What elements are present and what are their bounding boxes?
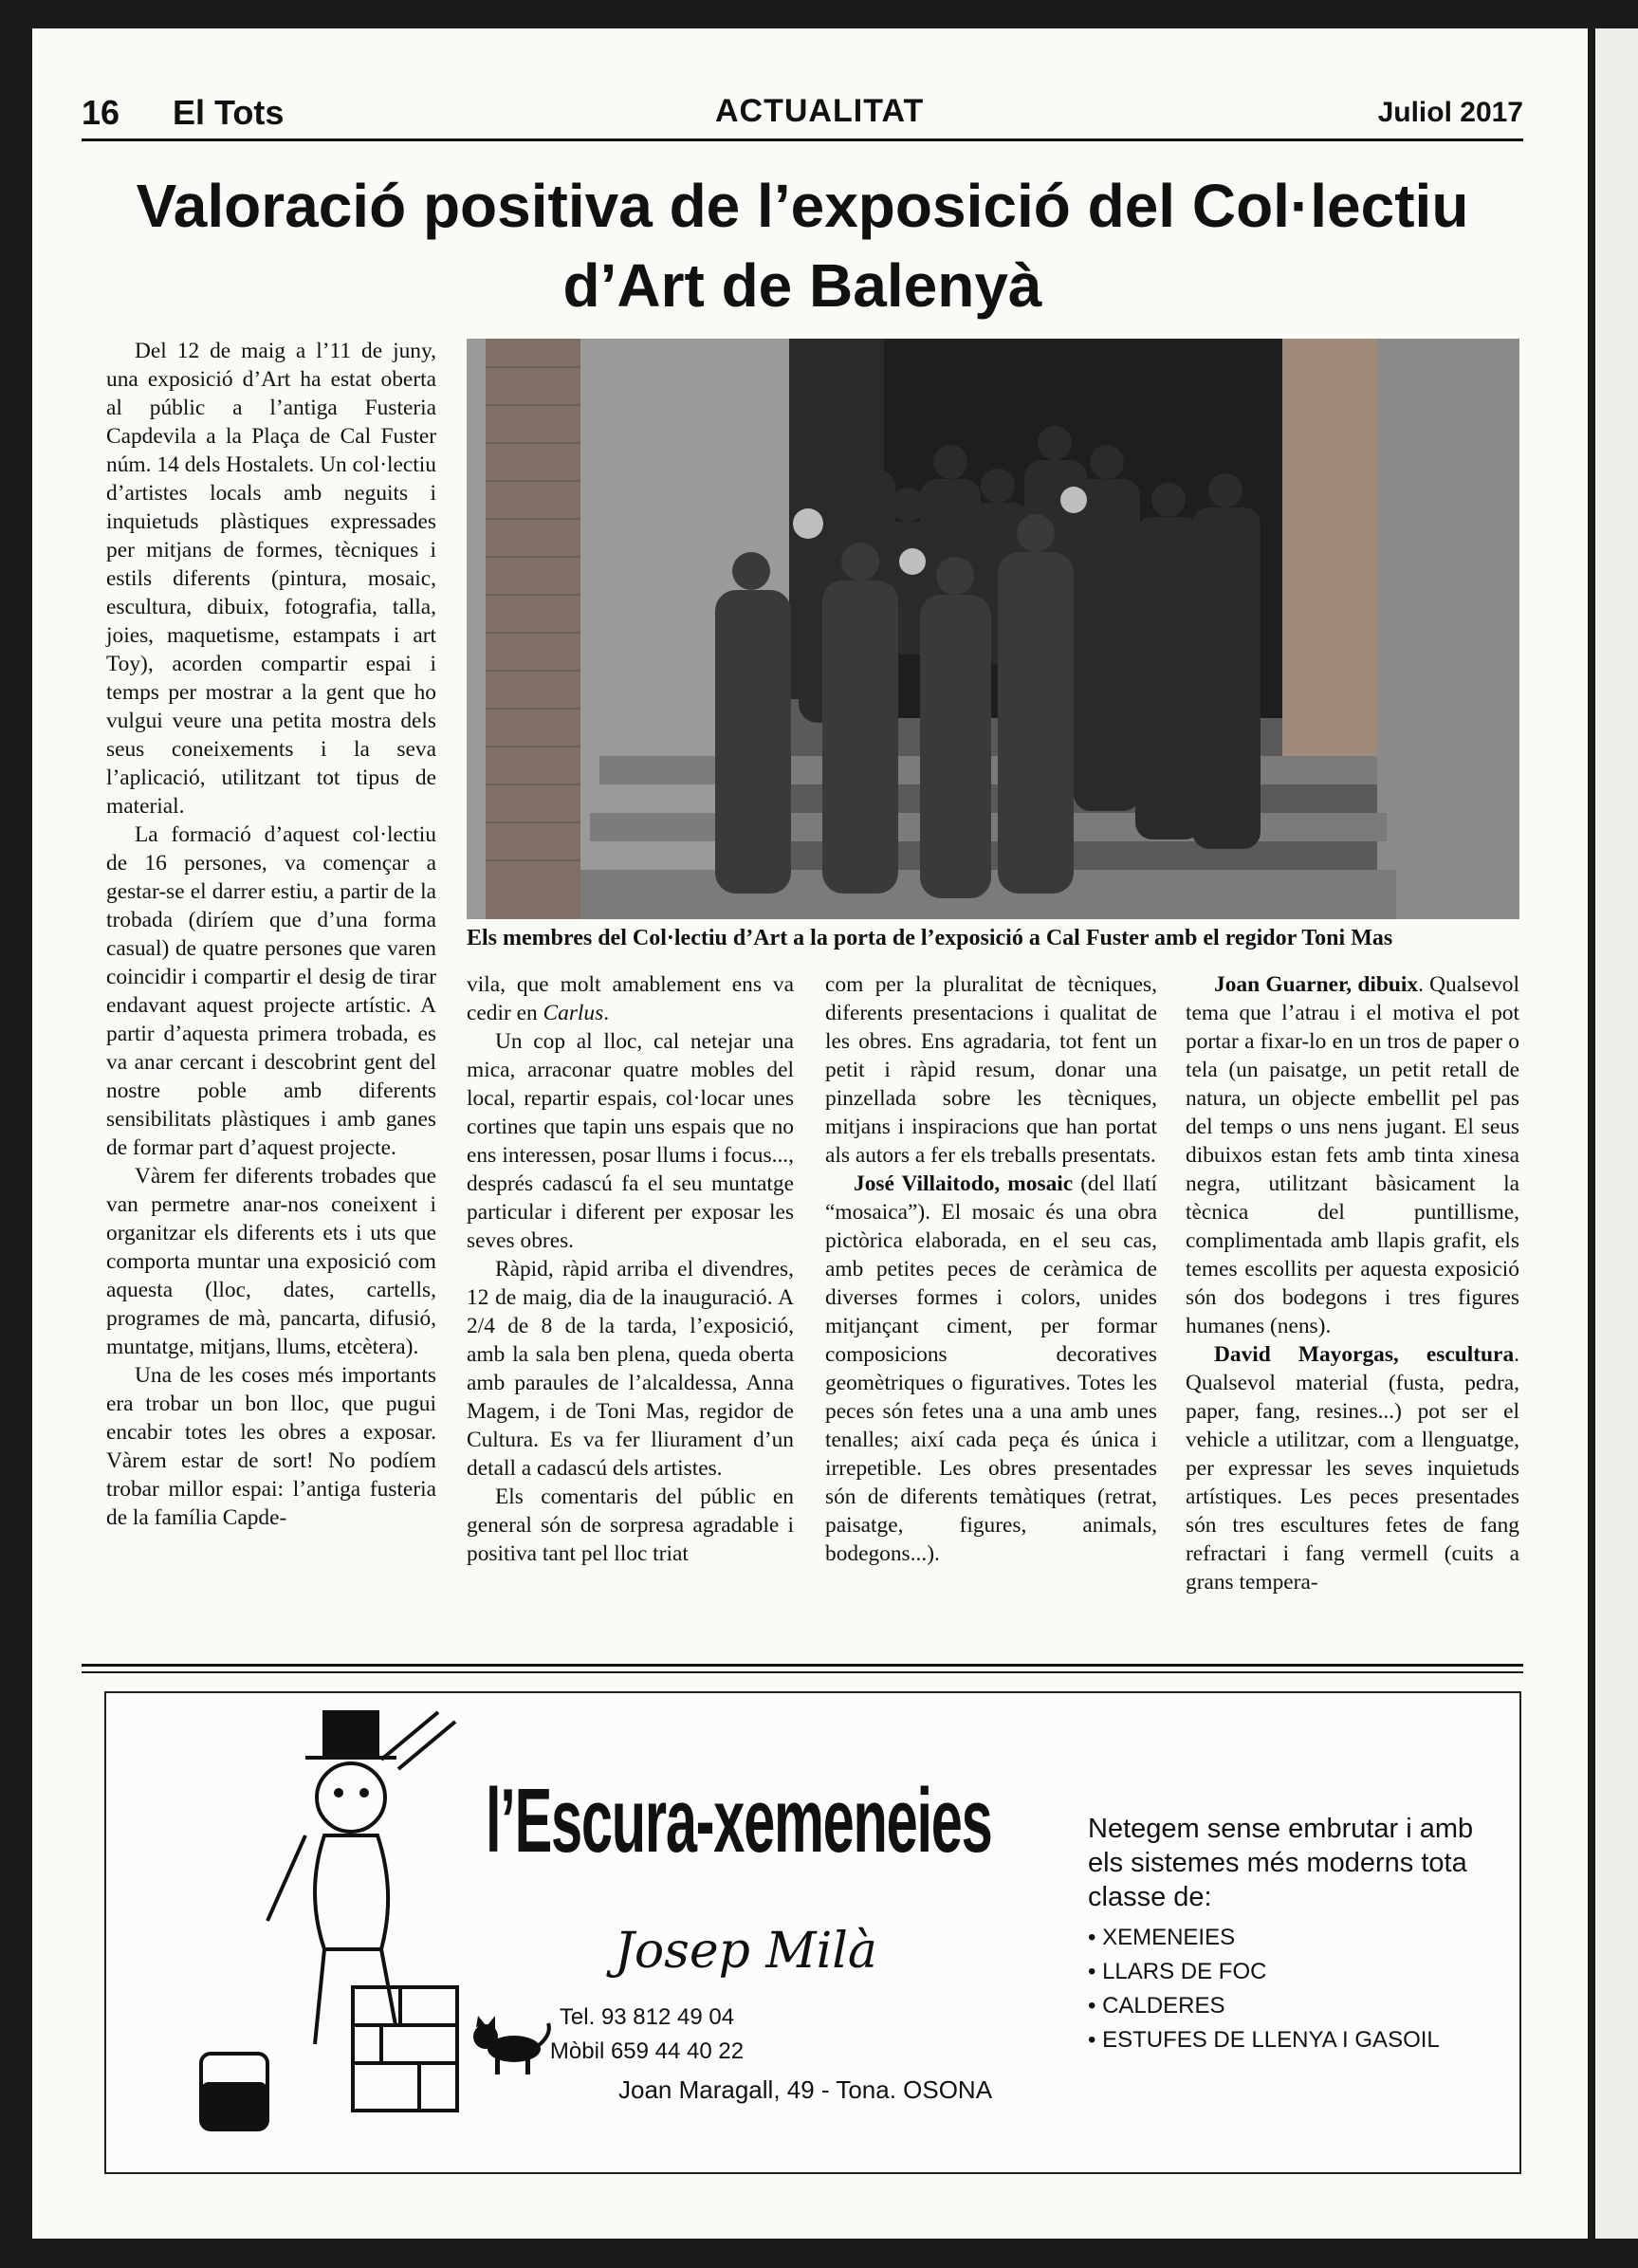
photo-caption: Els membres del Col·lectiu d’Art a la porta de l’exposició a Cal Fuster amb el regidor Toni Mas bbox=[467, 926, 1393, 950]
paragraph: Del 12 de maig a l’11 de juny, una exposició d’Art ha estat oberta al públic a l’antiga Fusteria Capdevila a la Plaça de Cal Fuster núm. 14 dels Hostalets. Un col·lectiu d’artistes locals amb neguits i inquietuds plàstiques expressades per mitjans de formes, tècniques i estils diferents (pintura, mosaic, escultura, dibuix, fotografia, talla, joies, maquetisme, estampats i art Toy), acorden compartir espai i temps per mostrar a la gent que ho vulgui veure una petita mostra dels seus coneixements i la seva l’aplicació, utilitzant tot tipus de material. bbox=[106, 339, 436, 819]
header-rule bbox=[82, 138, 1523, 141]
ad-brand: l’Escura-xemeneies bbox=[486, 1770, 992, 1872]
page-number: 16 bbox=[82, 93, 120, 132]
paragraph: Un cop al lloc, cal netejar una mica, arraconar quatre mobles del local, repartir espais, col·locar unes cortines que tapin uns espais que no ens interessen, posar llums i focus..., després cadascú fa el seu muntatge particular i diferent per exposar les seves obres. bbox=[467, 1029, 794, 1253]
paragraph: Ràpid, ràpid arriba el divendres, 12 de maig, dia de la inauguració. A 2/4 de 8 de la tarda, l’exposició, amb la sala ben plena, queda oberta amb paraules de l’alcaldessa, Anna Magem, i de Toni Mas, regidor de Cultura. Es va fer lliurament d’un detall a cadascú dels artistes. bbox=[467, 1257, 794, 1481]
ad-separator-bottom bbox=[82, 1671, 1523, 1673]
section-name: ACTUALITAT bbox=[715, 93, 925, 129]
artist-name: Joan Guarner, dibuix bbox=[1214, 972, 1419, 997]
text-run: . Qualsevol material (fusta, pedra, paper, fang, resines...) pot ser el vehicle a utilitzar, com a llenguatge, per expressar les seves inquietuds artístiques. Les peces presentades són tres escultures fetes de fang refractari i fang vermell (cuits a grans tempera- bbox=[1186, 1342, 1519, 1595]
issue-date: Juliol 2017 bbox=[1377, 97, 1523, 128]
facing-page-edge bbox=[1595, 28, 1638, 2239]
ad-address: Joan Maragall, 49 - Tona. OSONA bbox=[618, 2075, 993, 2104]
group-photo bbox=[467, 339, 1519, 919]
paragraph bbox=[1186, 970, 1519, 1340]
artist-name: David Mayorgas, escultura bbox=[1214, 1342, 1515, 1367]
text-run: vila, que molt amablement ens va cedir en bbox=[467, 972, 794, 1025]
paragraph: Els comentaris del públic en general són de sorpresa agradable i positiva tant pel lloc triat bbox=[467, 1484, 794, 1566]
title-line-1: Valoració positiva de l’exposició del Col·lectiu bbox=[136, 172, 1469, 240]
artist-name: José Villaitodo, mosaic bbox=[854, 1171, 1074, 1196]
paragraph bbox=[825, 1170, 1157, 1568]
ad-intro: Netegem sense embrutar i amb els sistemes més moderns tota classe de: bbox=[1088, 1814, 1474, 1912]
group-photo-illustration bbox=[467, 339, 1519, 919]
text-run: . Qualsevol tema que l’atrau i el motiva el pot portar a fixar-lo en un tros de paper o tela (un paisatge, un petit retall de natura, un objecte embellit pel pas del temps o uns nens jugant. El seus dibuixos estan fets amb tinta xinesa negra, utilitzant bàsicament la tècnica del puntillisme, complimentada amb llapis grafit, els temes escollits per aquesta exposició són dos bodegons i tres figures humanes (nens). bbox=[1186, 972, 1519, 1338]
article-title bbox=[82, 166, 1523, 325]
article-column-4 bbox=[1186, 970, 1519, 1596]
title-line-2: d’Art de Balenyà bbox=[562, 251, 1042, 320]
article-column-1 bbox=[106, 337, 436, 1532]
service-item: • LLARS DE FOC bbox=[1088, 1955, 1440, 1989]
service-item: • CALDERES bbox=[1088, 1989, 1440, 2023]
paragraph: La formació d’aquest col·lectiu de 16 persones, va començar a gestar-se el darrer estiu, a partir de la trobada (diríem que d’una forma casual) de quatre persones que varen coincidir i compartir el desig de tirar endavant aquest projecte artístic. A partir d’aquesta primera trobada, es va anar cercant i descobrint gent del nostre poble amb diferents sensibilitats plàstiques i amb ganes de formar part d’aquest projecte. bbox=[106, 822, 436, 1160]
ad-signature: Josep Milà bbox=[615, 1923, 877, 1980]
service-item: • XEMENEIES bbox=[1088, 1921, 1440, 1955]
chimney-sweep-ad bbox=[104, 1691, 1521, 2174]
paragraph bbox=[1186, 1340, 1519, 1596]
article-column-3 bbox=[825, 970, 1157, 1568]
paragraph: com per la pluralitat de tècniques, diferents presentacions i qualitat de les obres. Ens agradaria, tot fent un petit i ràpid resum, donar una pinzellada sobre les tècniques, mitjans i inspiracions que han portat als autors a fer els treballs presentats. bbox=[825, 972, 1157, 1168]
service-item: • ESTUFES DE LLENYA I GASOIL bbox=[1088, 2023, 1440, 2057]
ad-services bbox=[1088, 1921, 1440, 2057]
article-column-2 bbox=[467, 970, 794, 1568]
text-run: . bbox=[603, 1001, 610, 1025]
text-run: (del llatí “mosaica”). El mosaic és una obra pictòrica elaborada, en el seu cas, amb petites peces de ceràmica de diverses formes i colors, unides mitjançant ciment, per formar composicions decoratives geomètriques o figuratives. Totes les peces són fetes una a una amb unes tenalles; així cada peça és única i irrepetible. Les obres presentades són de diferents temàtiques (retrat, paisatge, figures, animals, bodegons...). bbox=[825, 1171, 1157, 1566]
magazine-name: El Tots bbox=[173, 93, 285, 132]
paragraph: Vàrem fer diferents trobades que van permetre anar-nos coneixent i organitzar els diferents ets i uts que comporta muntar una exposició com aquesta (lloc, dates, cartells, programes de mà, pancarta, difusió, muntatge, mitjans, llums, etcètera). bbox=[106, 1164, 436, 1359]
paragraph bbox=[467, 970, 794, 1027]
page-header bbox=[82, 93, 1523, 135]
ad-telephone: Tel. 93 812 49 04 bbox=[559, 2004, 735, 2030]
paragraph: Una de les coses més importants era trobar un bon lloc, que pugui encabir totes les obres a exposar. Vàrem estar de sort! No podíem trobar millor espai: l’antiga fusteria de la família Capde- bbox=[106, 1363, 436, 1530]
ad-separator-top bbox=[82, 1664, 1523, 1667]
proper-name: Carlus bbox=[543, 1001, 604, 1025]
ad-mobile: Mòbil 659 44 40 22 bbox=[549, 2038, 745, 2064]
